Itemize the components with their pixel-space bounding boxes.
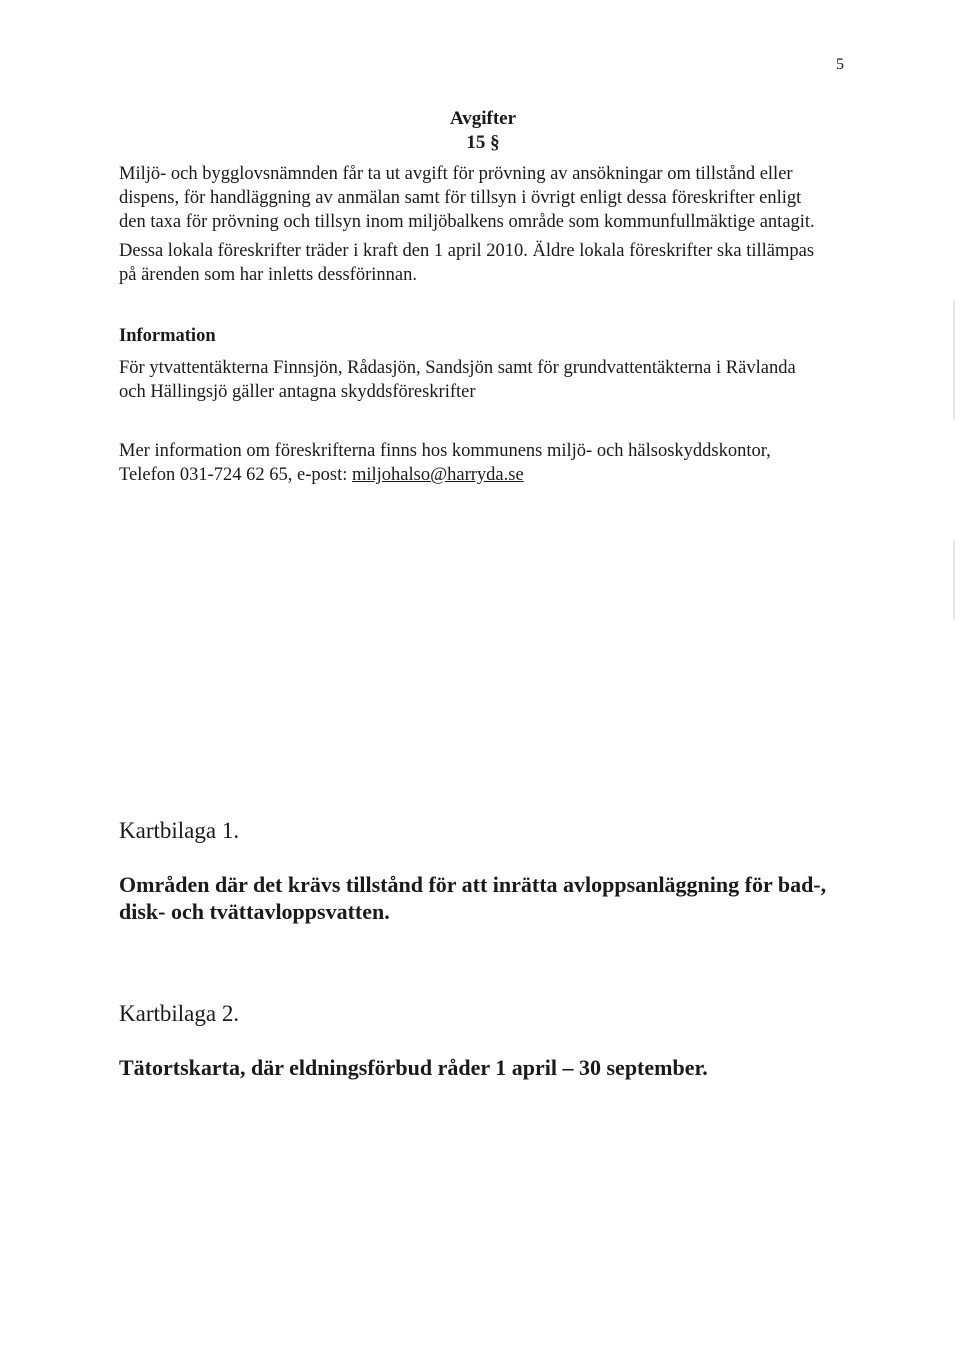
title-line: Tätortskarta, där eldningsförbud råder 1 april – 30 september. <box>119 1055 708 1080</box>
text-line: dispens, för handläggning av anmälan samt för tillsyn i övrigt enligt dessa föreskrifter enligt <box>119 188 802 208</box>
title-line: disk- och tvättavloppsvatten. <box>119 899 390 924</box>
contact-line <box>119 463 859 487</box>
section-title: Avgifter <box>449 108 517 129</box>
text-line: Miljö- och bygglovsnämnden får ta ut avgift för prövning av ansökningar om tillstånd eller <box>119 164 793 184</box>
contact-paragraph <box>119 439 859 487</box>
attachment-1-title <box>119 871 859 925</box>
page-number: 5 <box>836 56 844 73</box>
section-number: 15 § <box>466 132 500 153</box>
scan-edge-mark <box>953 300 955 420</box>
email-link[interactable]: miljohalso@harryda.se <box>352 465 524 485</box>
title-line: Områden där det krävs tillstånd för att inrätta avloppsanläggning för bad-, <box>119 872 827 897</box>
information-heading: Information <box>119 326 216 346</box>
attachment-1-label: Kartbilaga 1. <box>119 818 240 843</box>
effective-date-paragraph <box>119 239 859 287</box>
text-line: den taxa för prövning och tillsyn inom miljöbalkens område som kommunfullmäktige antagit. <box>119 212 815 232</box>
text-line: och Hällingsjö gäller antagna skyddsföreskrifter <box>119 382 476 402</box>
text-line: Dessa lokala föreskrifter träder i kraft den 1 april 2010. Äldre lokala föreskrifter ska tillämpas <box>119 241 815 261</box>
water-protection-paragraph <box>119 356 859 404</box>
text-line: För ytvattentäkterna Finnsjön, Rådasjön, Sandsjön samt för grundvattentäkterna i Rävlanda <box>119 358 796 378</box>
scan-edge-mark <box>953 540 955 620</box>
attachment-2-title <box>119 1054 859 1081</box>
contact-prefix: Telefon 031-724 62 65, e-post: <box>119 465 352 485</box>
fees-paragraph <box>119 162 859 234</box>
attachment-2-label: Kartbilaga 2. <box>119 1001 240 1026</box>
text-line: på ärenden som har inletts dessförinnan. <box>119 265 417 285</box>
text-line: Mer information om föreskrifterna finns hos kommunens miljö- och hälsoskyddskontor, <box>119 441 771 461</box>
